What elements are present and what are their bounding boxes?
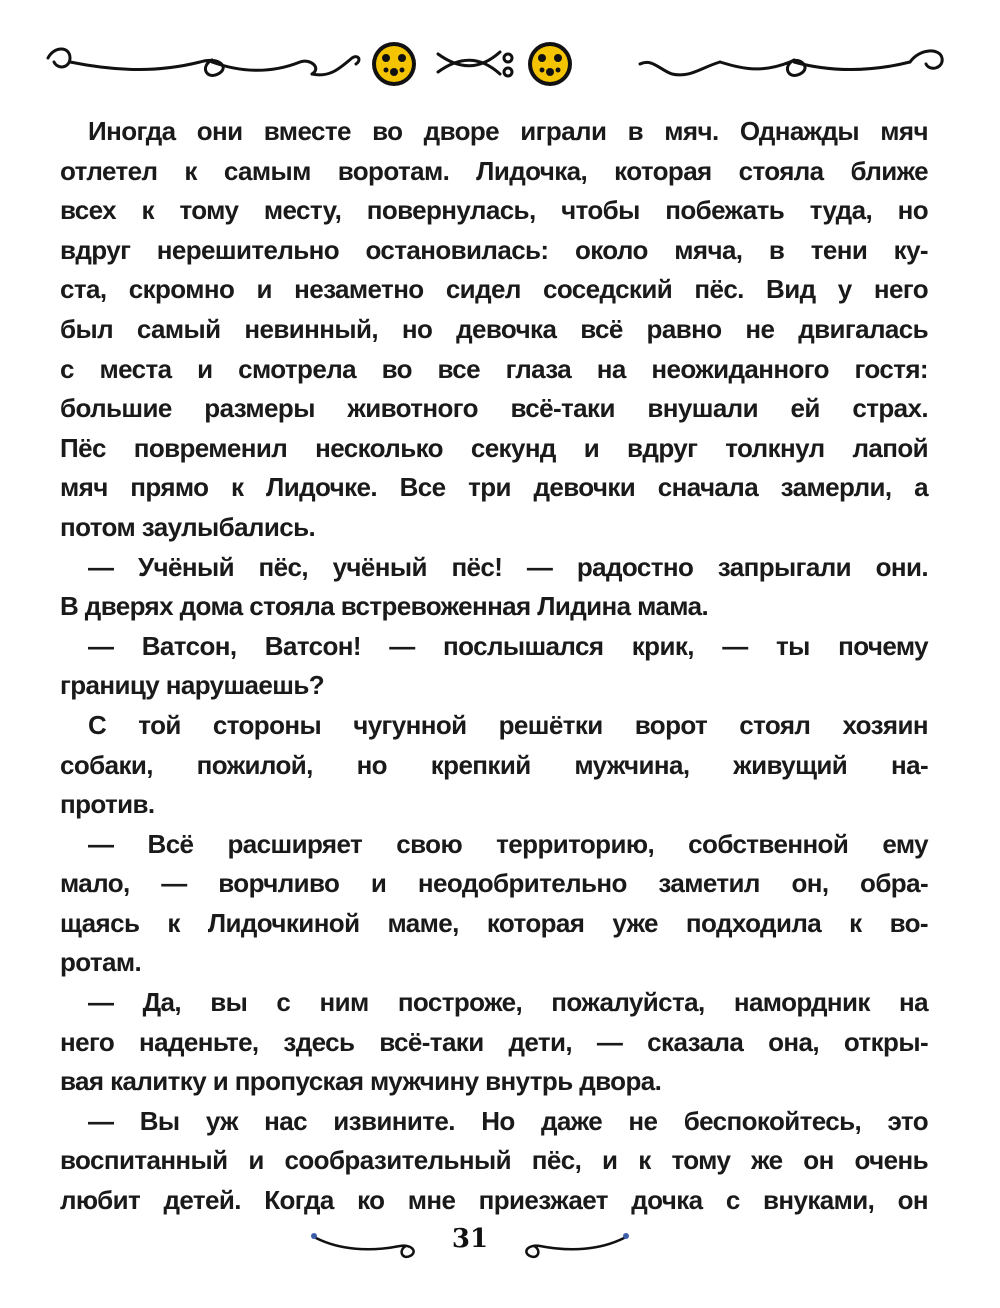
text-line: потом заулыбались. — [60, 511, 316, 542]
text-line: него наденьте, здесь всё-таки дети, — сказала она, откры- — [60, 1026, 928, 1057]
text-line: мало, — ворчливо и неодобрительно заметил он, обра- — [60, 868, 928, 899]
left-flower-icon — [372, 42, 416, 86]
text-line: мяч прямо к Лидочке. Все три девочки сначала замерли, а — [60, 472, 928, 503]
text-line: большие размеры животного всё-таки внушали ей страх. — [60, 393, 928, 424]
center-cross-ornament — [438, 52, 500, 74]
text-line: ста, скромно и незаметно сидел соседский пёс. Вид у него — [60, 274, 928, 305]
body-text — [60, 112, 928, 1221]
text-line: ротам. — [60, 947, 142, 978]
text-line: — Да, вы с ним построже, пожалуйста, намордник на — [88, 987, 928, 1018]
right-swirl-line-2 — [794, 62, 910, 70]
text-line: границу нарушаешь? — [60, 670, 325, 701]
text-line: любит детей. Когда ко мне приезжает дочка с внуками, он — [60, 1185, 928, 1216]
page-number: 31 — [451, 1224, 489, 1254]
text-line: с места и смотрела во все глаза на неожиданного гостя: — [60, 353, 928, 384]
text-line: воспитанный и сообразительный пёс, и к тому же он очень — [60, 1145, 928, 1176]
text-line: Иногда они вместе во дворе играли в мяч. Однажды мяч — [88, 116, 928, 146]
left-swirl-line-2 — [212, 61, 316, 74]
text-line: щаясь к Лидочкиной маме, которая уже подходила к во- — [60, 907, 928, 938]
text-line: — Учёный пёс, учёный пёс! — радостно запрыгали они. — [88, 551, 928, 582]
page-footer — [300, 1216, 640, 1272]
text-line: С той стороны чугунной решётки ворот стоял хозяин — [88, 709, 928, 740]
text-line: против. — [60, 789, 155, 820]
text-line: — Ватсон, Ватсон! — послышался крик, — ты почему — [88, 630, 928, 661]
right-swirl-line — [720, 60, 805, 75]
text-line: собаки, пожилой, но крепкий мужчина, живущий на- — [60, 749, 928, 780]
left-curl — [312, 57, 359, 75]
header-ornament — [40, 28, 960, 108]
text-line: — Вы уж нас извините. Но даже не беспокойтесь, это — [88, 1105, 928, 1136]
right-flower-icon — [528, 42, 572, 86]
right-curl — [640, 62, 720, 75]
text-line: вая калитку и пропуская мужчину внутрь двора. — [60, 1066, 662, 1097]
text-line: Пёс повременил несколько секунд и вдруг толкнул лапой — [60, 432, 928, 463]
left-swirl-line — [70, 60, 223, 75]
text-line: — Всё расширяет свою территорию, собственной ему — [88, 828, 928, 859]
text-line: В дверях дома стояла встревоженная Лидина мама. — [60, 591, 709, 622]
text-line: всех к тому месту, повернулась, чтобы побежать туда, но — [60, 195, 928, 226]
text-line: вдруг нерешительно остановилась: около мяча, в тени ку- — [60, 234, 928, 265]
left-scroll-flourish — [48, 49, 70, 67]
text-line: отлетел к самым воротам. Лидочка, которая стояла ближе — [60, 155, 928, 186]
text-line: был самый невинный, но девочка всё равно не двигалась — [60, 313, 928, 344]
right-scroll-flourish — [910, 51, 942, 68]
